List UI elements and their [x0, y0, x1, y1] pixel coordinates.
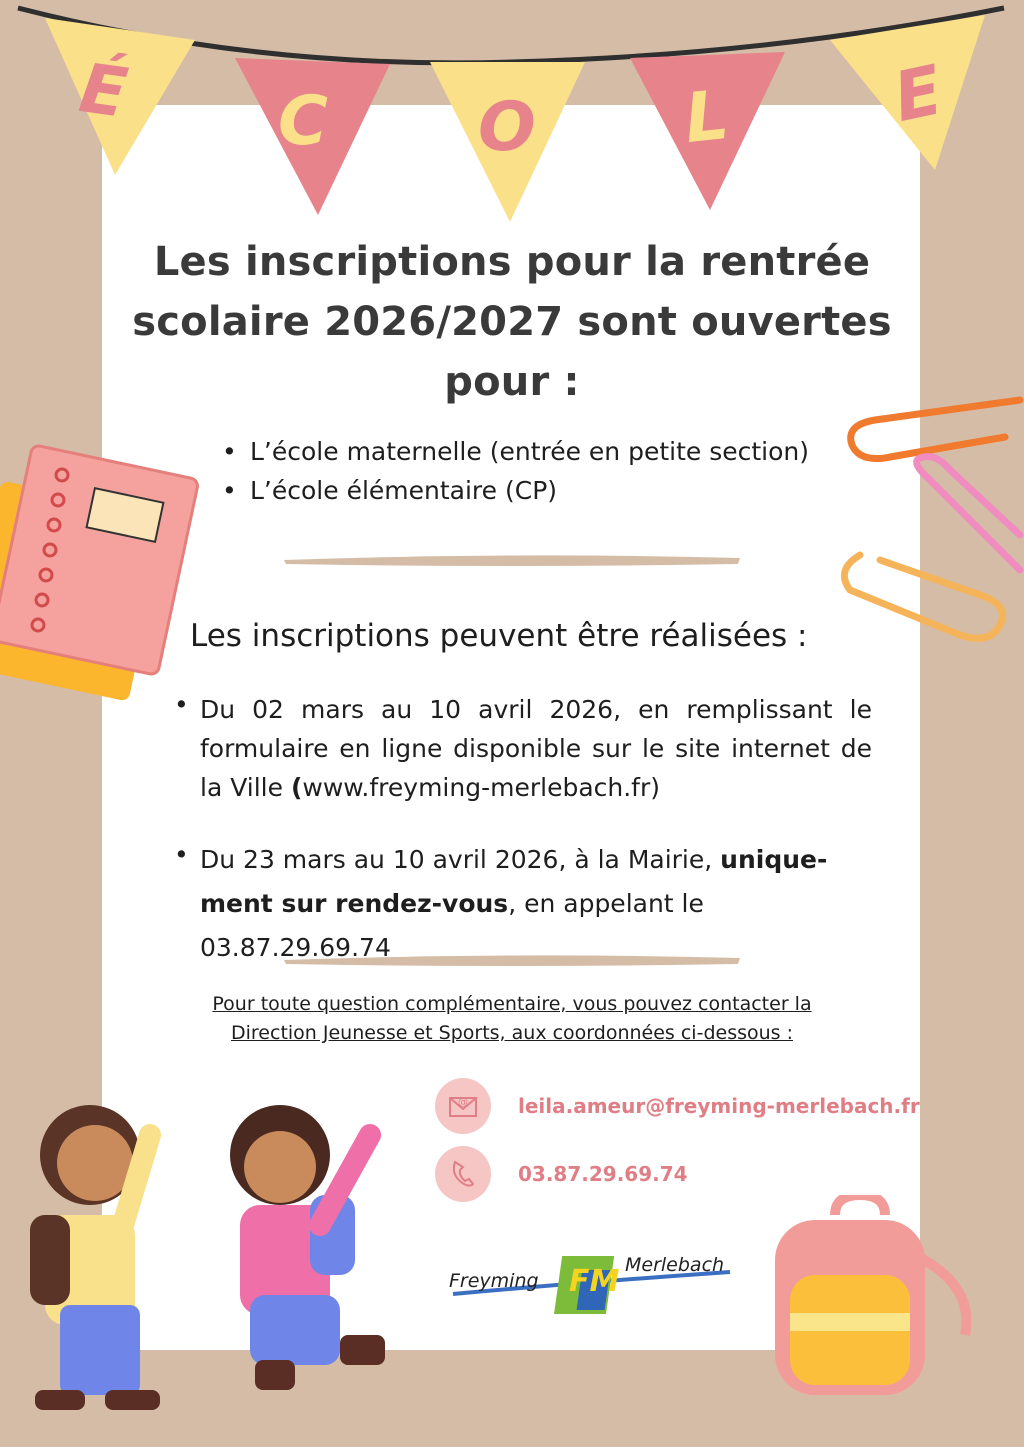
section-subtitle: Les inscriptions peuvent être réalisées : — [190, 618, 808, 654]
note-line-1: Pour toute question complémentaire, vous pouvez contacter la — [212, 993, 812, 1015]
divider-brush-1 — [280, 548, 745, 572]
schools-list — [250, 432, 809, 510]
mairie-phone[interactable]: 03.87.29.69.74 — [200, 933, 391, 962]
logo-mark: FM — [569, 1264, 620, 1299]
contact-phone[interactable]: 03.87.29.69.74 — [518, 1162, 688, 1186]
flag-letter-5: E — [887, 51, 950, 138]
logo-left-text: Freyming — [449, 1270, 539, 1292]
paperclips-illustration — [820, 385, 1024, 655]
option-online-paren: ( — [290, 773, 303, 802]
svg-text:@: @ — [458, 1097, 468, 1108]
contact-email[interactable]: leila.ameur@freyming-merlebach.fr — [518, 1094, 920, 1118]
title-line-2: scolaire 2026/2027 sont ouvertes — [132, 299, 892, 345]
flag-letter-1: É — [74, 49, 132, 134]
phone-icon — [435, 1146, 491, 1202]
bullet-2: • — [174, 840, 189, 869]
bullet-1: • — [174, 690, 189, 719]
email-icon — [435, 1078, 491, 1134]
flag-letter-2: C — [278, 82, 328, 161]
notebooks-illustration — [0, 440, 220, 720]
option-online — [200, 690, 872, 807]
kids-illustration — [10, 1095, 430, 1435]
page-title — [130, 232, 894, 412]
option-online-text: Du 02 mars au 10 avril 2026, en remplissant le formulaire en ligne disponible sur le site internet de la Ville — [200, 695, 872, 802]
note-line-2: Direction Jeunesse et Sports, aux coordonnées ci-dessous : — [231, 1022, 793, 1044]
option-mairie-bold: unique-ment sur rendez-vous — [200, 845, 828, 918]
option-mairie-after: , en appelant le — [508, 889, 704, 918]
title-line-3: pour : — [444, 359, 580, 405]
school-elementaire: L’école élémentaire (CP) — [250, 476, 558, 505]
website-link[interactable]: www.freyming-merlebach.fr) — [302, 773, 661, 802]
title-line-1: Les inscriptions pour la rentrée — [153, 239, 871, 285]
backpack-illustration — [765, 1195, 985, 1405]
option-mairie-text: Du 23 mars au 10 avril 2026, à la Mairie, — [200, 845, 721, 874]
school-maternelle: L’école maternelle (entrée en petite section) — [250, 437, 810, 466]
flag-letter-4: L — [680, 75, 733, 160]
option-mairie — [200, 838, 860, 970]
flag-letter-3: O — [478, 88, 536, 167]
list-item — [250, 471, 809, 510]
list-item — [250, 432, 809, 471]
logo-right-text: Merlebach — [625, 1254, 725, 1276]
city-logo — [445, 1250, 735, 1320]
contact-note — [180, 990, 844, 1048]
